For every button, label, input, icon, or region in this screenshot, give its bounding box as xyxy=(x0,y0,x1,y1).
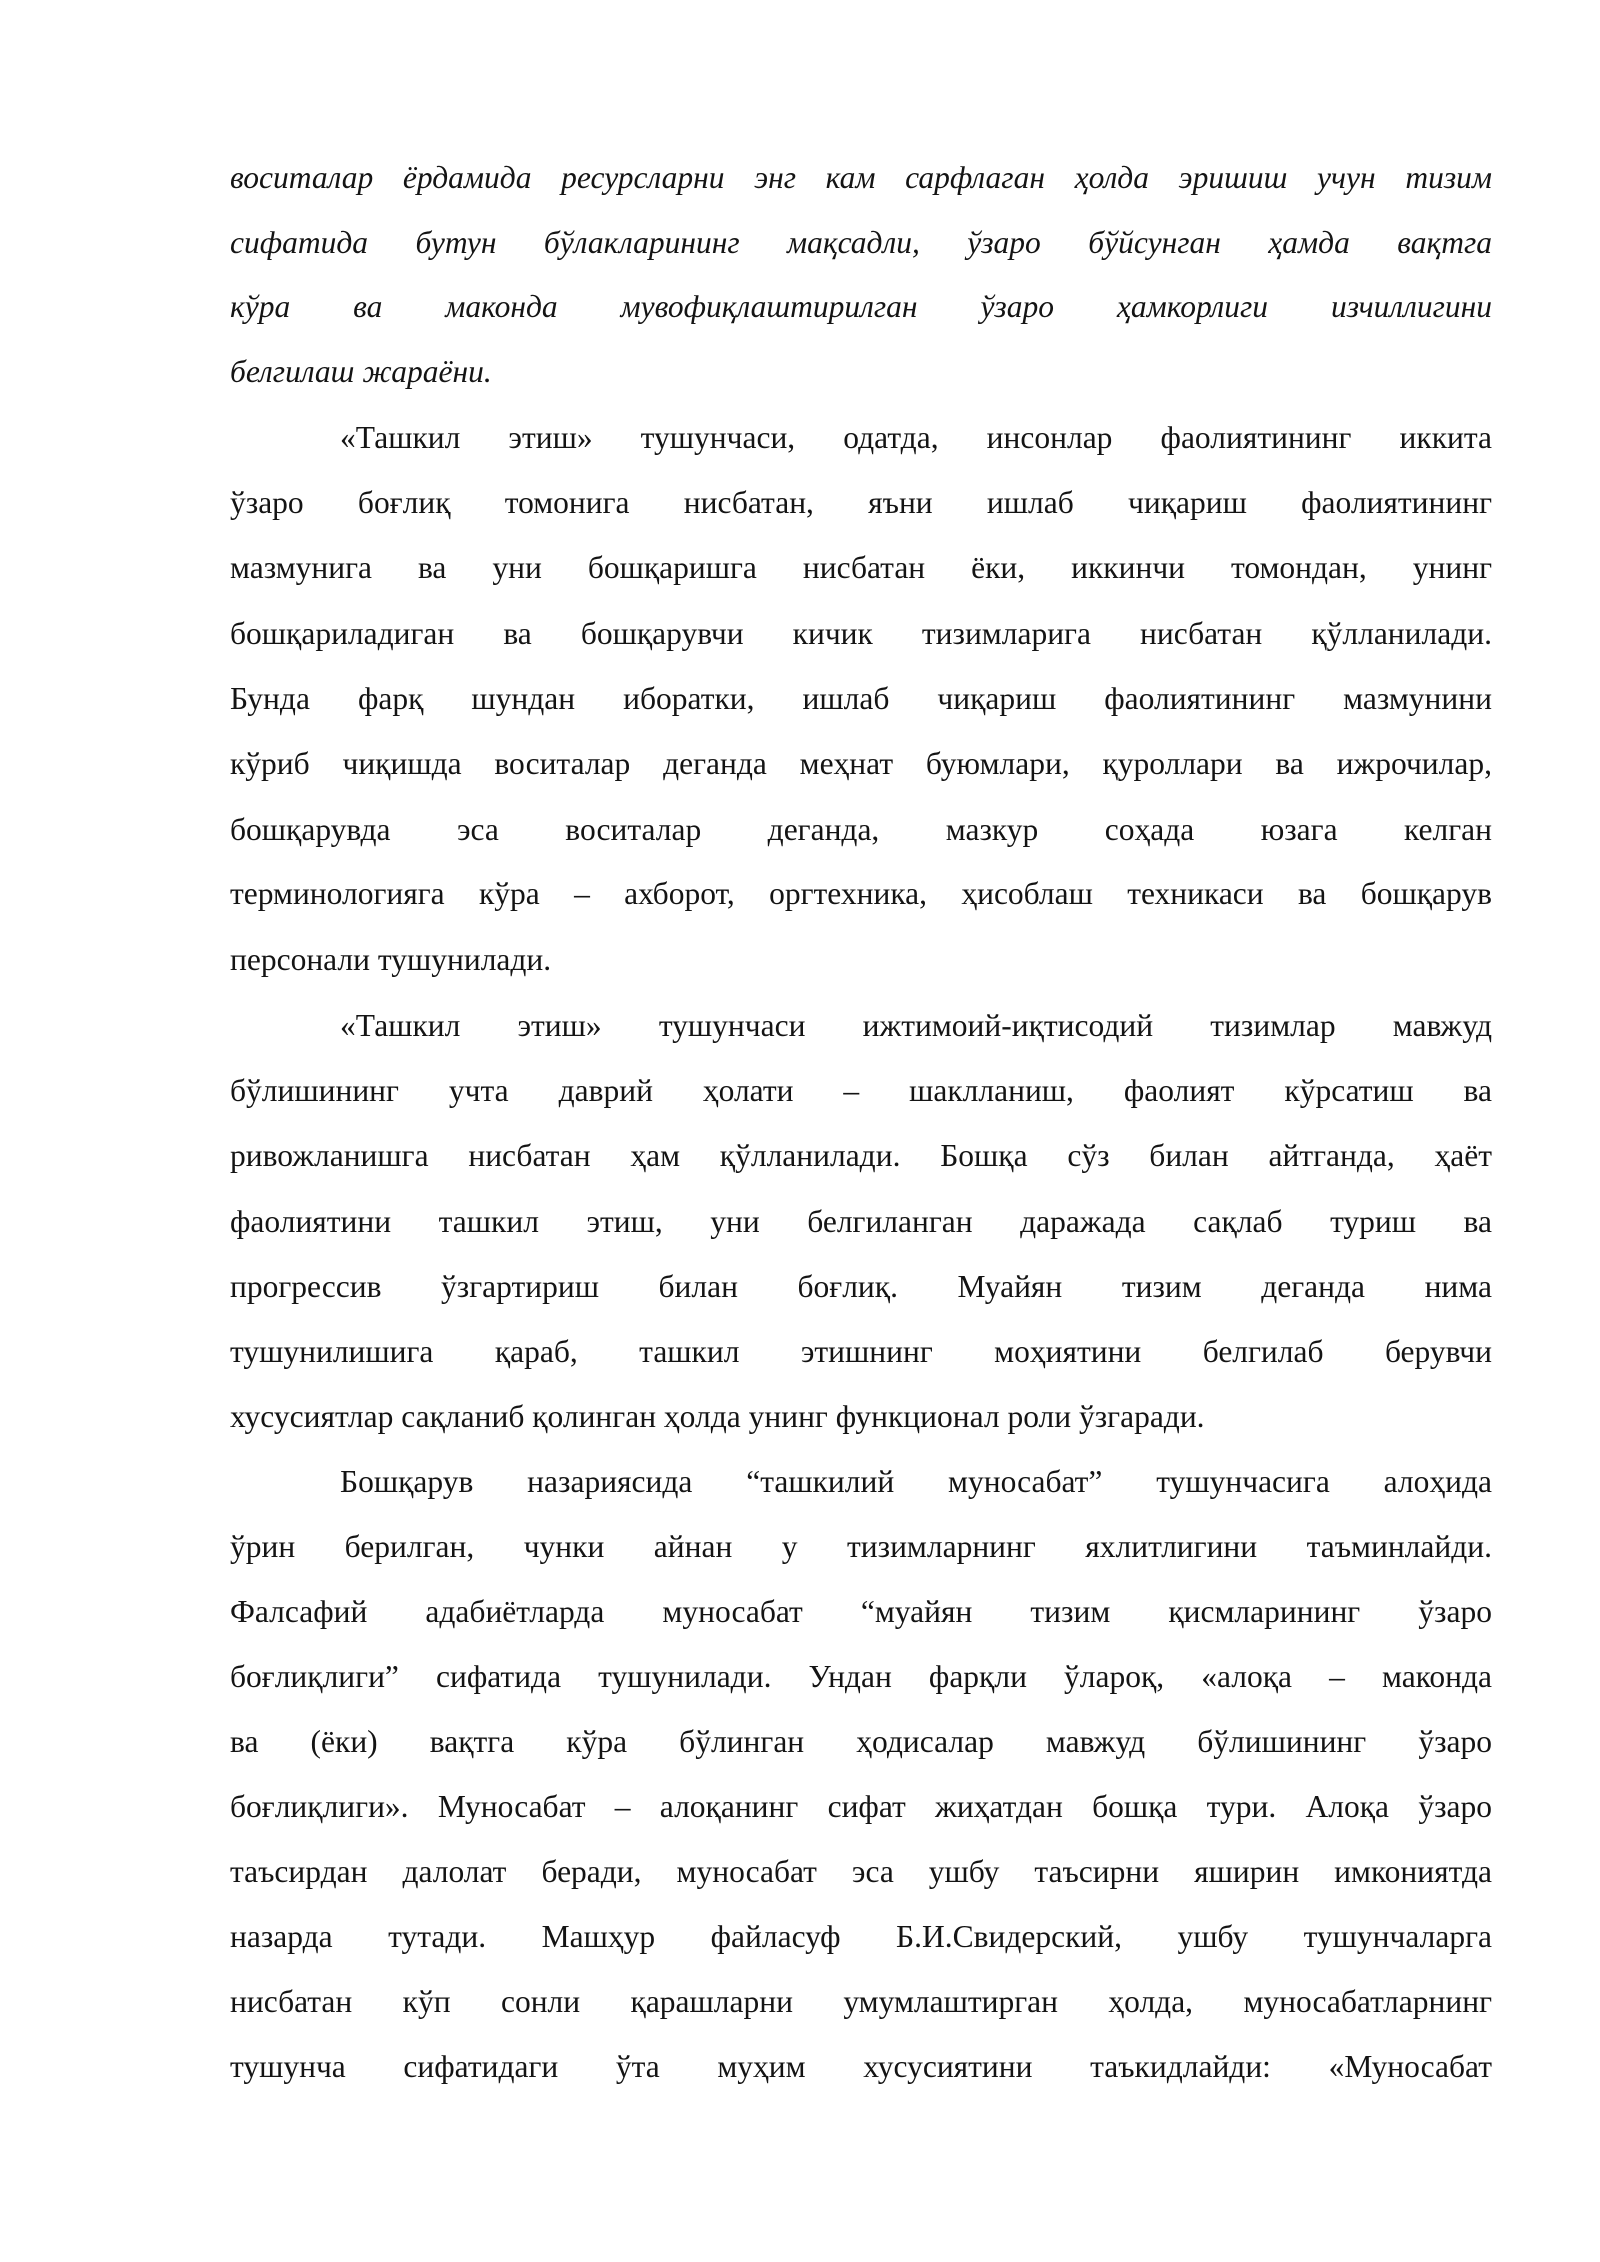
text-line: назарда тутади. Машҳур файласуф Б.И.Свидерский, ушбу тушунчаларга xyxy=(230,1919,1492,1954)
text-line: ўрин берилган, чунки айнан у тизимларнинг яхлитлигини таъминлайди. xyxy=(230,1529,1492,1564)
text-line: боғлиқлиги” сифатида тушунилади. Ундан фарқли ўлароқ, «алоқа – маконда xyxy=(230,1659,1492,1694)
text-line: ва (ёки) вақтга кўра бўлинган ҳодисалар мавжуд бўлишининг ўзаро xyxy=(230,1724,1492,1759)
text-line: ўзаро боғлиқ томонига нисбатан, яъни ишлаб чиқариш фаолиятининг xyxy=(230,485,1492,520)
text-line: сифатида бутун бўлакларининг мақсадли, ўзаро бўйсунган ҳамда вақтга xyxy=(230,225,1492,260)
text-line: белгилаш жараёни. xyxy=(230,354,492,389)
text-line: тушунилишига қараб, ташкил этишнинг моҳиятини белгилаб берувчи xyxy=(230,1334,1492,1369)
text-line: нисбатан кўп сонли қарашларни умумлаштирган ҳолда, муносабатларнинг xyxy=(230,1984,1492,2019)
text-line: боғлиқлиги». Муносабат – алоқанинг сифат жиҳатдан бошқа тури. Алоқа ўзаро xyxy=(230,1789,1492,1824)
text-line: бўлишининг учта даврий ҳолати – шаклланиш, фаолият кўрсатиш ва xyxy=(230,1073,1492,1108)
text-line: кўра ва маконда мувофиқлаштирилган ўзаро ҳамкорлиги изчиллигини xyxy=(230,289,1492,324)
text-line: таъсирдан далолат беради, муносабат эса ушбу таъсирни яширин имкониятда xyxy=(230,1854,1492,1889)
text-line: кўриб чиқишда воситалар деганда меҳнат буюмлари, қуроллари ва ижрочилар, xyxy=(230,746,1492,781)
text-line: бошқарувда эса воситалар деганда, мазкур соҳада юзага келган xyxy=(230,812,1492,847)
text-line: ривожланишга нисбатан ҳам қўлланилади. Бошқа сўз билан айтганда, ҳаёт xyxy=(230,1138,1492,1173)
text-line: воситалар ёрдамида ресурсларни энг кам сарфлаган ҳолда эришиш учун тизим xyxy=(230,160,1492,195)
text-line: Бошқарув назариясида “ташкилий муносабат” тушунчасига алоҳида xyxy=(340,1464,1492,1499)
text-line: персонали тушунилади. xyxy=(230,942,552,977)
text-line: «Ташкил этиш» тушунчаси, одатда, инсонлар фаолиятининг иккита xyxy=(340,420,1492,455)
text-line: прогрессив ўзгартириш билан боғлиқ. Муайян тизим деганда нима xyxy=(230,1269,1492,1304)
text-line: Бунда фарқ шундан иборатки, ишлаб чиқариш фаолиятининг мазмунини xyxy=(230,681,1492,716)
text-line: мазмунига ва уни бошқаришга нисбатан ёки, иккинчи томондан, унинг xyxy=(230,550,1492,585)
text-line: Фалсафий адабиётларда муносабат “муайян тизим қисмларининг ўзаро xyxy=(230,1594,1492,1629)
text-line: бошқариладиган ва бошқарувчи кичик тизимларига нисбатан қўлланилади. xyxy=(230,616,1492,651)
text-line: «Ташкил этиш» тушунчаси ижтимоий-иқтисодий тизимлар мавжуд xyxy=(340,1008,1492,1043)
text-line: тушунча сифатидаги ўта муҳим хусусиятини таъкидлайди: «Муносабат xyxy=(230,2049,1492,2084)
text-line: фаолиятини ташкил этиш, уни белгиланган даражада сақлаб туриш ва xyxy=(230,1204,1492,1239)
text-line: терминологияга кўра – ахборот, оргтехника, ҳисоблаш техникаси ва бошқарув xyxy=(230,876,1492,911)
text-line: хусусиятлар сақланиб қолинган ҳолда унинг функционал роли ўзгаради. xyxy=(230,1399,1205,1434)
